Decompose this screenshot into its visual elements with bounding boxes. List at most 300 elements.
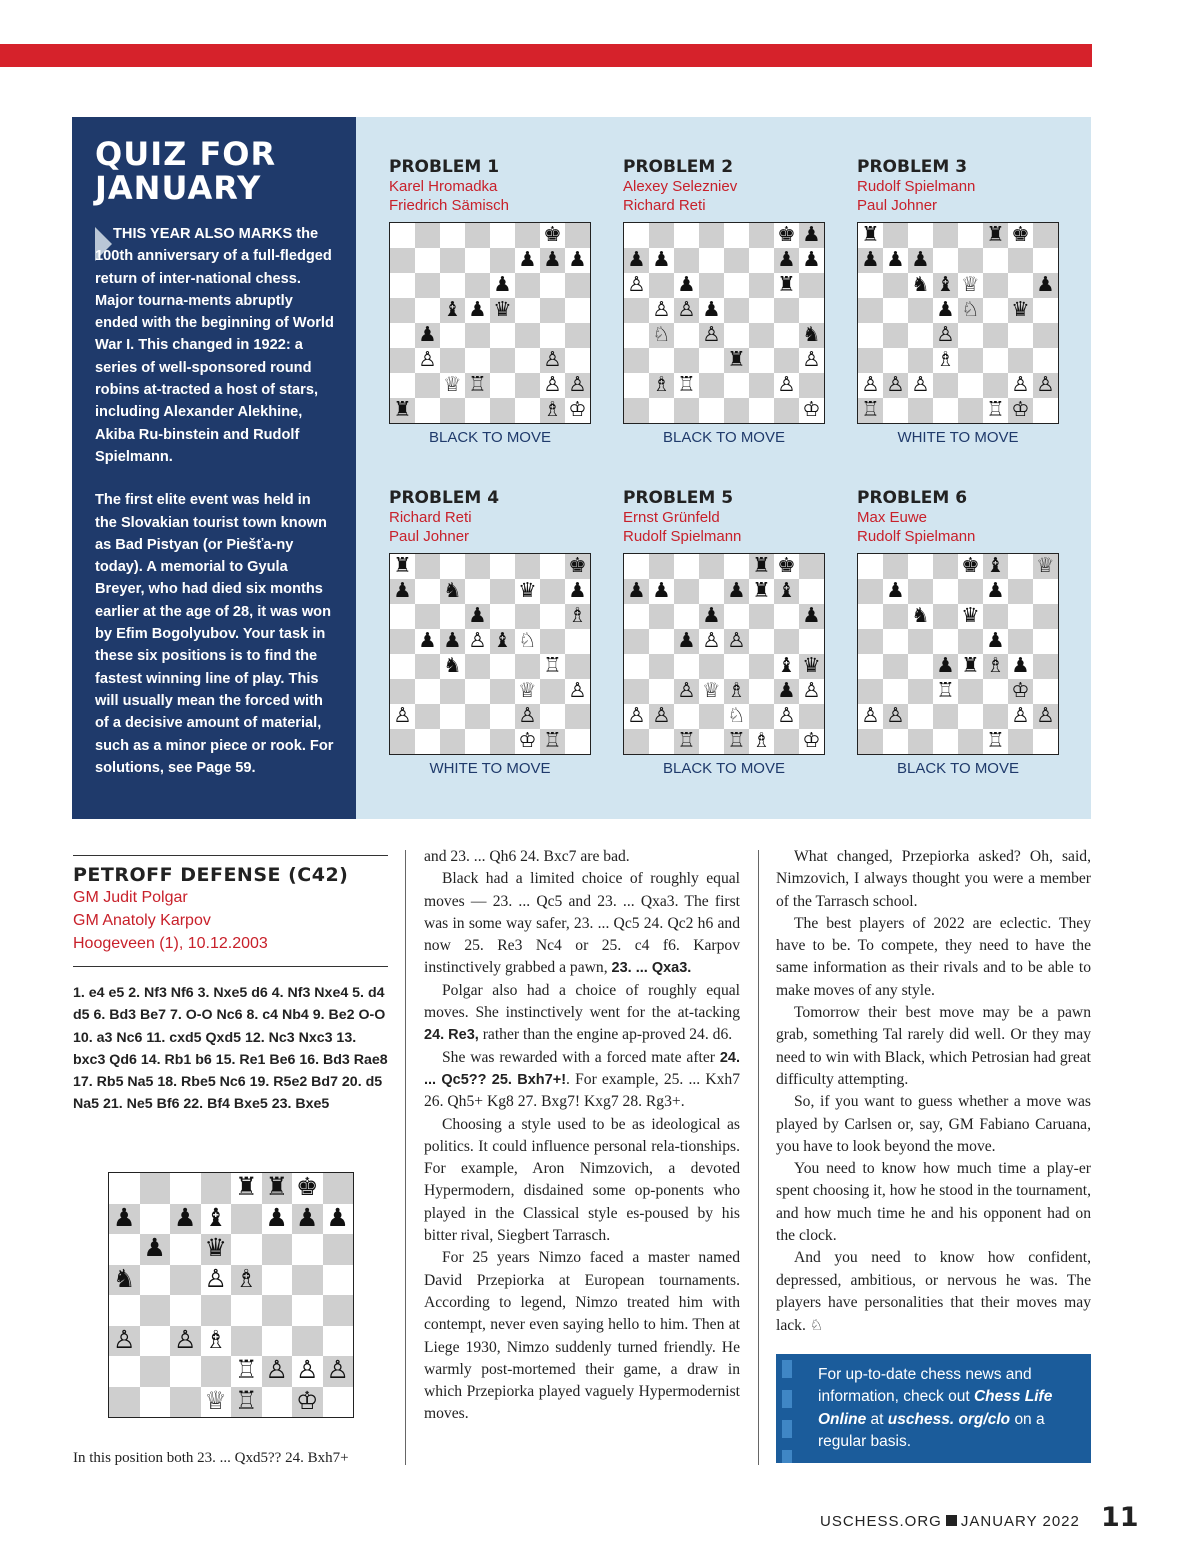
board-square bbox=[490, 579, 515, 604]
board-square bbox=[724, 373, 749, 398]
board-square bbox=[490, 554, 515, 579]
board-square bbox=[958, 348, 983, 373]
knight-end-icon: ♘ bbox=[809, 1316, 824, 1335]
problem-title: PROBLEM 1 bbox=[389, 157, 500, 177]
problem-black-player: Rudolf Spielmann bbox=[623, 528, 742, 545]
white-pawn-icon: ♙ bbox=[936, 322, 955, 346]
board-square bbox=[262, 1295, 293, 1326]
board-square bbox=[958, 223, 983, 248]
board-square bbox=[1033, 298, 1058, 323]
white-king-icon: ♔ bbox=[1011, 397, 1030, 421]
board-square bbox=[724, 248, 749, 273]
board-square bbox=[465, 323, 490, 348]
board-square bbox=[415, 679, 440, 704]
board-square bbox=[170, 1356, 201, 1387]
board-square bbox=[799, 554, 824, 579]
board-square bbox=[799, 273, 824, 298]
black-pawn-icon: ♟ bbox=[802, 603, 821, 627]
board-square bbox=[958, 704, 983, 729]
board-square bbox=[390, 273, 415, 298]
info-box bbox=[776, 1354, 1091, 1463]
col3-para: The best players of 2022 are eclectic. They have to be. To compete, they need to have the same information as their rivals and to be able to make moves of any style. bbox=[776, 914, 1091, 999]
board-square bbox=[565, 629, 590, 654]
black-pawn-icon: ♟ bbox=[652, 578, 671, 602]
board-square bbox=[1033, 248, 1058, 273]
footer bbox=[820, 1513, 1080, 1530]
board-square bbox=[724, 323, 749, 348]
board-square bbox=[231, 1234, 262, 1265]
white-pawn-icon: ♙ bbox=[204, 1263, 227, 1293]
board-square bbox=[465, 398, 490, 423]
black-pawn-icon: ♟ bbox=[702, 297, 721, 321]
board-square bbox=[390, 298, 415, 323]
problem-white-player: Max Euwe bbox=[857, 509, 928, 526]
board-square bbox=[415, 704, 440, 729]
board-square bbox=[440, 248, 465, 273]
black-pawn-icon: ♟ bbox=[677, 628, 696, 652]
board-square bbox=[749, 704, 774, 729]
board-square bbox=[858, 729, 883, 754]
white-queen-icon: ♕ bbox=[204, 1385, 227, 1415]
game-moves: 1. e4 e5 2. Nf3 Nf6 3. Nxe5 d6 4. Nf3 Nxe4 5. d4 d5 6. Bd3 Be7 7. O-O Nc6 8. c4 Nb4 9. Be2 O-O 10. a3 Nc6 11. cxd5 Qxd5 12. Nc3 Nxc3 13. bxc3 Qd6 14. Rb1 b6 15. Re1 Be6 16. Bd3 Rae8 17. Rb5 Na5 18. Rbe5 Nc6 19. R5e2 Bd7 20. d5 Na5 21. Ne5 Bf6 22. Bf4 Bxe5 23. Bxe5 bbox=[73, 985, 388, 1113]
board-square bbox=[674, 604, 699, 629]
info-box-text: For up-to-date chess news and information, check out Chess Life Online at uschess. org/clo on a regular basis. bbox=[818, 1366, 1053, 1450]
black-knight-icon: ♞ bbox=[443, 653, 462, 677]
quiz-title-line1: QUIZ FOR bbox=[95, 135, 277, 173]
board-square bbox=[674, 223, 699, 248]
black-rook-icon: ♜ bbox=[393, 553, 412, 577]
black-knight-icon: ♞ bbox=[802, 322, 821, 346]
black-pawn-icon: ♟ bbox=[418, 628, 437, 652]
problem-black-player: Paul Johner bbox=[857, 197, 938, 214]
white-pawn-icon: ♙ bbox=[265, 1355, 288, 1384]
board-square bbox=[649, 729, 674, 754]
problem-black-player: Rudolf Spielmann bbox=[857, 528, 976, 545]
board-square bbox=[624, 679, 649, 704]
quiz-title-line2: JANUARY bbox=[95, 169, 262, 207]
board-square bbox=[883, 679, 908, 704]
board-square bbox=[724, 604, 749, 629]
uschess-clo-link[interactable]: uschess. org/clo bbox=[887, 1410, 1011, 1428]
board-square bbox=[624, 604, 649, 629]
board-square bbox=[1033, 223, 1058, 248]
black-bishop-icon: ♝ bbox=[204, 1202, 227, 1232]
board-square bbox=[540, 273, 565, 298]
board-square bbox=[231, 1295, 262, 1326]
black-pawn-icon: ♟ bbox=[627, 247, 646, 271]
board-square bbox=[515, 654, 540, 679]
board-square bbox=[490, 398, 515, 423]
column-divider-2 bbox=[758, 850, 759, 1465]
board-square bbox=[109, 1387, 140, 1418]
board-square bbox=[540, 298, 565, 323]
black-rook-icon: ♜ bbox=[393, 397, 412, 421]
white-pawn-icon: ♙ bbox=[702, 628, 721, 652]
board-square bbox=[724, 223, 749, 248]
board-square bbox=[565, 223, 590, 248]
white-pawn-icon: ♙ bbox=[652, 297, 671, 321]
board-square bbox=[649, 554, 674, 579]
board-square bbox=[515, 604, 540, 629]
board-square bbox=[201, 1295, 232, 1326]
board-square bbox=[724, 554, 749, 579]
black-pawn-icon: ♟ bbox=[727, 578, 746, 602]
board-square bbox=[109, 1173, 140, 1204]
board-square bbox=[699, 704, 724, 729]
board-square bbox=[699, 729, 724, 754]
black-pawn-icon: ♟ bbox=[468, 297, 487, 321]
problem-title: PROBLEM 3 bbox=[857, 157, 968, 177]
board-square bbox=[292, 1234, 323, 1265]
info-box-stripe bbox=[776, 1354, 798, 1463]
board-square bbox=[983, 248, 1008, 273]
board-square bbox=[699, 348, 724, 373]
board-square bbox=[490, 679, 515, 704]
board-square bbox=[170, 1234, 201, 1265]
board-square bbox=[1008, 248, 1033, 273]
board-square bbox=[774, 629, 799, 654]
white-pawn-icon: ♙ bbox=[777, 372, 796, 396]
board-square bbox=[674, 398, 699, 423]
board-square bbox=[858, 629, 883, 654]
black-pawn-icon: ♟ bbox=[568, 578, 587, 602]
board-square bbox=[540, 579, 565, 604]
col2-para: She was rewarded with a forced mate after 24. ... Qc5?? 25. Bxh7+!. For example, 25. ... Kxh7 26. Qh5+ Kg8 27. Bxg7! Kxg7 28. Rg3+. bbox=[424, 1048, 740, 1111]
board-square bbox=[958, 629, 983, 654]
quiz-para1: THIS YEAR ALSO MARKS the 100th anniversary of a full-fledged return of inter-national chess. Major tourna-ments abruptly ended with the beginning of World War I. This changed in 1922: a series of well-sponsored round robins at-tracted a host of stars, including Alexander Alekhine, Akiba Ru-binstein and Rudolf Spielmann. bbox=[95, 226, 334, 465]
board-square bbox=[292, 1326, 323, 1357]
footer-site: USCHESS.ORG bbox=[820, 1513, 942, 1530]
black-pawn-icon: ♟ bbox=[777, 678, 796, 702]
quiz-intro bbox=[95, 223, 335, 800]
white-knight-icon: ♘ bbox=[961, 297, 980, 321]
board-square bbox=[565, 298, 590, 323]
white-rook-icon: ♖ bbox=[986, 397, 1005, 421]
board-square bbox=[323, 1173, 354, 1204]
board-square bbox=[699, 273, 724, 298]
quiz-sidebar bbox=[72, 117, 356, 819]
white-pawn-icon: ♙ bbox=[393, 703, 412, 727]
col3-para: You need to know how much time a play-er spent choosing it, how he stood in the tournament, and how much time he and his opponent had on the clock. bbox=[776, 1160, 1091, 1245]
board-square bbox=[415, 298, 440, 323]
black-pawn-icon: ♟ bbox=[493, 272, 512, 296]
board-square bbox=[490, 654, 515, 679]
board-square bbox=[858, 298, 883, 323]
black-pawn-icon: ♟ bbox=[418, 322, 437, 346]
black-pawn-icon: ♟ bbox=[986, 578, 1005, 602]
board-square bbox=[674, 248, 699, 273]
white-queen-icon: ♕ bbox=[702, 678, 721, 702]
board-square bbox=[490, 223, 515, 248]
chess-life-online-link[interactable]: Chess Life Online bbox=[818, 1388, 1053, 1428]
board-square bbox=[958, 679, 983, 704]
board-square bbox=[540, 323, 565, 348]
black-pawn-icon: ♟ bbox=[174, 1202, 197, 1232]
board-square bbox=[1008, 348, 1033, 373]
board-square bbox=[958, 248, 983, 273]
board-square bbox=[908, 654, 933, 679]
column-divider-1 bbox=[405, 850, 406, 1465]
white-bishop-icon: ♗ bbox=[936, 347, 955, 371]
white-bishop-icon: ♗ bbox=[986, 653, 1005, 677]
black-bishop-icon: ♝ bbox=[936, 272, 955, 296]
board-square bbox=[624, 398, 649, 423]
black-knight-icon: ♞ bbox=[911, 603, 930, 627]
board-square bbox=[515, 373, 540, 398]
white-pawn-icon: ♙ bbox=[418, 347, 437, 371]
board-square bbox=[649, 223, 674, 248]
board-square bbox=[440, 729, 465, 754]
white-player: GM Judit Polgar bbox=[73, 889, 188, 906]
white-bishop-icon: ♗ bbox=[652, 372, 671, 396]
board-square bbox=[540, 629, 565, 654]
board-square bbox=[649, 348, 674, 373]
board-square bbox=[540, 604, 565, 629]
problem-title: PROBLEM 4 bbox=[389, 488, 500, 508]
white-bishop-icon: ♗ bbox=[727, 678, 746, 702]
board-square bbox=[883, 273, 908, 298]
white-pawn-icon: ♙ bbox=[802, 678, 821, 702]
article-column-3 bbox=[776, 846, 1091, 1338]
white-pawn-icon: ♙ bbox=[568, 678, 587, 702]
black-bishop-icon: ♝ bbox=[777, 653, 796, 677]
board-square bbox=[390, 679, 415, 704]
board-square bbox=[415, 729, 440, 754]
black-queen-icon: ♛ bbox=[802, 653, 821, 677]
board-square bbox=[1033, 604, 1058, 629]
board-square bbox=[774, 604, 799, 629]
to-move-label: BLACK TO MOVE bbox=[663, 760, 785, 777]
board-square bbox=[933, 579, 958, 604]
board-square bbox=[624, 323, 649, 348]
board-square bbox=[799, 579, 824, 604]
problem-header bbox=[857, 157, 975, 215]
black-bishop-icon: ♝ bbox=[443, 297, 462, 321]
black-pawn-icon: ♟ bbox=[936, 297, 955, 321]
board-square bbox=[515, 223, 540, 248]
board-square bbox=[231, 1326, 262, 1357]
black-pawn-icon: ♟ bbox=[443, 628, 462, 652]
top-red-bar bbox=[0, 44, 1092, 67]
board-square bbox=[649, 654, 674, 679]
black-pawn-icon: ♟ bbox=[861, 247, 880, 271]
black-knight-icon: ♞ bbox=[911, 272, 930, 296]
board-square bbox=[624, 654, 649, 679]
board-square bbox=[674, 654, 699, 679]
black-pawn-icon: ♟ bbox=[986, 628, 1005, 652]
white-pawn-icon: ♙ bbox=[543, 347, 562, 371]
problem-black-player: Richard Reti bbox=[623, 197, 706, 214]
board-square bbox=[201, 1173, 232, 1204]
white-pawn-icon: ♙ bbox=[1011, 372, 1030, 396]
board-square bbox=[440, 323, 465, 348]
board-square bbox=[624, 729, 649, 754]
board-square bbox=[649, 679, 674, 704]
board-square bbox=[515, 323, 540, 348]
problem-white-player: Rudolf Spielmann bbox=[857, 178, 976, 195]
board-square bbox=[262, 1234, 293, 1265]
board-square bbox=[1008, 323, 1033, 348]
board-square bbox=[624, 223, 649, 248]
white-bishop-icon: ♗ bbox=[543, 397, 562, 421]
black-pawn-icon: ♟ bbox=[652, 247, 671, 271]
board-square bbox=[699, 554, 724, 579]
white-king-icon: ♔ bbox=[802, 397, 821, 421]
board-square bbox=[490, 704, 515, 729]
board-square bbox=[933, 398, 958, 423]
black-king-icon: ♚ bbox=[1011, 222, 1030, 246]
black-rook-icon: ♜ bbox=[727, 347, 746, 371]
board-square bbox=[624, 373, 649, 398]
black-rook-icon: ♜ bbox=[961, 653, 980, 677]
board-square bbox=[858, 323, 883, 348]
chess-board bbox=[389, 222, 591, 424]
board-square bbox=[1008, 604, 1033, 629]
board-square bbox=[465, 704, 490, 729]
board-square bbox=[565, 704, 590, 729]
black-knight-icon: ♞ bbox=[113, 1263, 136, 1293]
white-bishop-icon: ♗ bbox=[204, 1324, 227, 1354]
white-pawn-icon: ♙ bbox=[702, 322, 721, 346]
board-square bbox=[323, 1265, 354, 1296]
white-pawn-icon: ♙ bbox=[677, 297, 696, 321]
problem-title: PROBLEM 6 bbox=[857, 488, 968, 508]
board-square bbox=[1008, 554, 1033, 579]
problem-header bbox=[623, 488, 741, 546]
board-square bbox=[749, 629, 774, 654]
board-square bbox=[724, 298, 749, 323]
white-knight-icon: ♘ bbox=[518, 628, 537, 652]
board-square bbox=[465, 679, 490, 704]
white-pawn-icon: ♙ bbox=[911, 372, 930, 396]
board-square bbox=[140, 1326, 171, 1357]
problem-white-player: Karel Hromadka bbox=[389, 178, 498, 195]
board-square bbox=[799, 629, 824, 654]
board-square bbox=[440, 604, 465, 629]
white-queen-icon: ♕ bbox=[443, 372, 462, 396]
col2-para: For 25 years Nimzo faced a master named David Przepiorka at European tournaments. According to legend, Nimzo treated him with contempt, never even saying hello to him. Then at Liege 1930, Nimzo suddenly turned friendly. He warmly post-mortemed their game, a draw in which Przepiorka played vaguely Hypermodernist moves. bbox=[424, 1249, 740, 1423]
board-square bbox=[565, 654, 590, 679]
board-square bbox=[774, 298, 799, 323]
black-bishop-icon: ♝ bbox=[777, 578, 796, 602]
problem-white-player: Ernst Grünfeld bbox=[623, 509, 720, 526]
white-pawn-icon: ♙ bbox=[727, 628, 746, 652]
board-square bbox=[699, 654, 724, 679]
black-king-icon: ♚ bbox=[296, 1172, 319, 1201]
problem-header bbox=[857, 488, 975, 546]
board-square bbox=[515, 554, 540, 579]
white-queen-icon: ♕ bbox=[961, 272, 980, 296]
chess-board bbox=[857, 222, 1059, 424]
board-square bbox=[292, 1265, 323, 1296]
board-square bbox=[109, 1356, 140, 1387]
board-square bbox=[465, 273, 490, 298]
board-square bbox=[262, 1326, 293, 1357]
chess-board bbox=[108, 1172, 354, 1418]
problem-header bbox=[389, 157, 509, 215]
board-square bbox=[883, 398, 908, 423]
white-bishop-icon: ♗ bbox=[235, 1263, 258, 1293]
board-square bbox=[1033, 654, 1058, 679]
white-pawn-icon: ♙ bbox=[886, 703, 905, 727]
col3-para: What changed, Przepiorka asked? Oh, said, Nimzovich, I always thought you were a member of the Tarrasch school. bbox=[776, 848, 1091, 910]
black-pawn-icon: ♟ bbox=[702, 603, 721, 627]
footer-issue: JANUARY 2022 bbox=[960, 1513, 1080, 1530]
white-pawn-icon: ♙ bbox=[568, 372, 587, 396]
white-king-icon: ♔ bbox=[518, 728, 537, 752]
board-square bbox=[565, 273, 590, 298]
white-pawn-icon: ♙ bbox=[468, 628, 487, 652]
board-square bbox=[983, 604, 1008, 629]
board-square bbox=[883, 729, 908, 754]
board-square bbox=[908, 323, 933, 348]
board-square bbox=[490, 729, 515, 754]
problem-white-player: Alexey Selezniev bbox=[623, 178, 738, 195]
board-square bbox=[292, 1295, 323, 1326]
board-square bbox=[933, 223, 958, 248]
board-square bbox=[699, 398, 724, 423]
black-rook-icon: ♜ bbox=[777, 272, 796, 296]
white-rook-icon: ♖ bbox=[936, 678, 955, 702]
chess-board bbox=[623, 553, 825, 755]
board-square bbox=[323, 1326, 354, 1357]
col2-para: Choosing a style used to be as ideological as politics. It could influence personal rela-tionships. For example, Aron Nimzovich, a devoted Hypermodern, disdained some op-ponents who played in the Classical style es-poused by his bitter rival, Siegbert Tarrasch. bbox=[424, 1115, 740, 1245]
black-king-icon: ♚ bbox=[777, 222, 796, 246]
board-square bbox=[649, 604, 674, 629]
chess-board bbox=[389, 553, 591, 755]
board-square bbox=[858, 604, 883, 629]
board-square bbox=[883, 604, 908, 629]
board-square bbox=[983, 298, 1008, 323]
white-rook-icon: ♖ bbox=[861, 397, 880, 421]
board-square bbox=[540, 679, 565, 704]
board-square bbox=[565, 729, 590, 754]
white-rook-icon: ♖ bbox=[543, 653, 562, 677]
black-queen-icon: ♛ bbox=[493, 297, 512, 321]
board-square bbox=[140, 1173, 171, 1204]
white-pawn-icon: ♙ bbox=[518, 703, 537, 727]
board-square bbox=[515, 273, 540, 298]
board-square bbox=[390, 604, 415, 629]
board-square bbox=[465, 654, 490, 679]
to-move-label: WHITE TO MOVE bbox=[429, 760, 551, 777]
board-square bbox=[1033, 729, 1058, 754]
board-square bbox=[109, 1295, 140, 1326]
board-square bbox=[624, 629, 649, 654]
black-king-icon: ♚ bbox=[961, 553, 980, 577]
board-square bbox=[515, 298, 540, 323]
board-square bbox=[490, 604, 515, 629]
board-square bbox=[883, 348, 908, 373]
problem-title: PROBLEM 5 bbox=[623, 488, 734, 508]
black-pawn-icon: ♟ bbox=[113, 1202, 136, 1232]
board-square bbox=[649, 398, 674, 423]
col3-para: Tomorrow their best move may be a pawn grab, something Tal rarely did well. Or they may need to win with Black, which Petrosian had great difficulty attempting. bbox=[776, 1004, 1091, 1088]
board-square bbox=[749, 679, 774, 704]
board-square bbox=[624, 554, 649, 579]
board-square bbox=[540, 554, 565, 579]
board-square bbox=[201, 1356, 232, 1387]
board-square bbox=[170, 1387, 201, 1418]
board-square bbox=[140, 1204, 171, 1235]
board-square bbox=[908, 554, 933, 579]
black-pawn-icon: ♟ bbox=[936, 653, 955, 677]
quiz-para2: The first elite event was held in the Slovakian tourist town known as Bad Pistyan (or Piešťa-ny today). A memorial to Gyula Breyer, who had died six months earlier at the age of 28, it was won by Efim Bogolyubov. Your task in these six positions is to find the fastest winning line of play. This will usually mean the forced with of a decisive amount of material, such as a minor piece or rook. For solutions, see Page 59. bbox=[95, 492, 334, 776]
board-square bbox=[415, 373, 440, 398]
white-knight-icon: ♘ bbox=[727, 703, 746, 727]
board-square bbox=[858, 348, 883, 373]
board-square bbox=[858, 273, 883, 298]
